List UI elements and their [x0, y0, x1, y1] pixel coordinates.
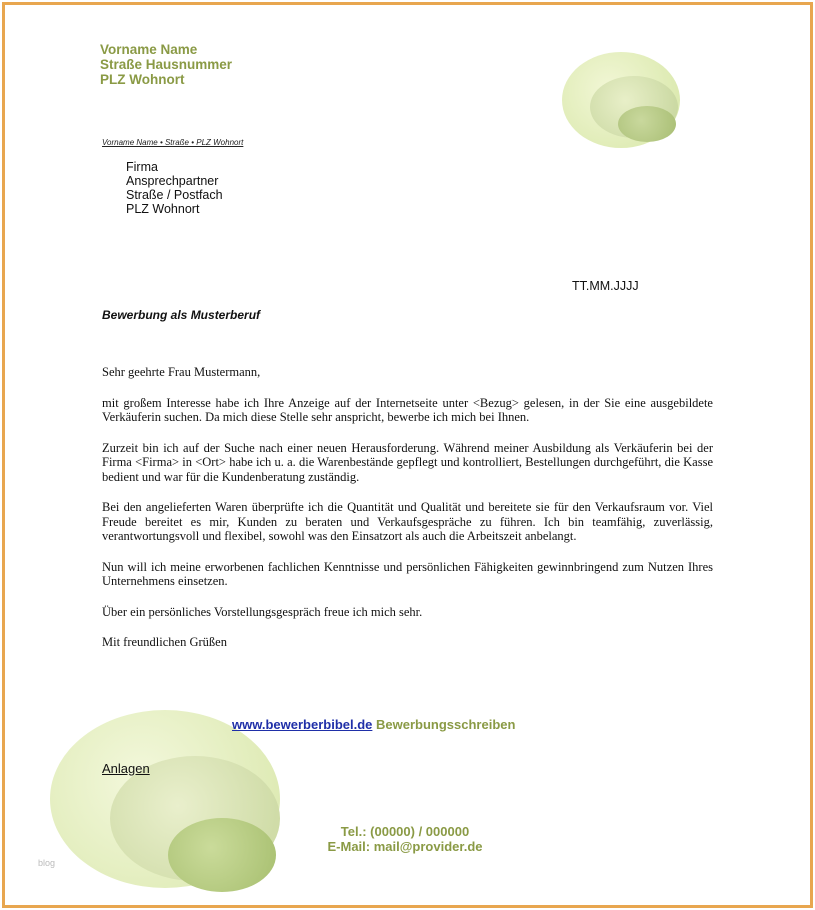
- letter-subject: Bewerbung als Musterberuf: [102, 308, 261, 322]
- sender-street: Straße Hausnummer: [100, 57, 233, 72]
- letter-date: TT.MM.JJJJ: [572, 279, 639, 293]
- recipient-contact: Ansprechpartner: [126, 174, 219, 188]
- recipient-street: Straße / Postfach: [126, 188, 223, 202]
- sender-address: [100, 42, 232, 87]
- watermark: blog: [38, 858, 56, 868]
- recipient-address: [126, 160, 223, 216]
- phone: Tel.: (00000) / 000000: [340, 824, 470, 839]
- footer-website: [232, 717, 515, 732]
- website-link[interactable]: www.bewerberbibel.de: [232, 717, 373, 732]
- paragraph: Zurzeit bin ich auf der Suche nach einer neuen Herausforderung. Während meiner Ausbildung als Verkäuferin bei der Firma <Firma> in <Ort> habe ich u. a. die Warenbestände gepflegt und kontrolliert, Bestellungen durchgeführt, die Kasse bedient und war für die Kundenberatung zuständig.: [102, 440, 713, 484]
- recipient-city: PLZ Wohnort: [126, 202, 200, 216]
- sender-name: Vorname Name: [100, 42, 198, 57]
- paragraph: Bei den angelieferten Waren überprüfte ich die Quantität und Qualität und bereitete sie für den Verkaufsraum vor. Viel Freude bereitet es mir, Kunden zu beraten und Verkaufsgespräche zu führen. Ich bin teamfähig, zuverlässig, verantwortungsvoll und flexibel, sowohl was den Einsatzort als auch die Arbeitszeit anbelangt.: [102, 500, 713, 543]
- website-suffix: Bewerbungsschreiben: [376, 717, 516, 732]
- paragraph: Nun will ich meine erworbenen fachlichen Kenntnisse und persönlichen Fähigkeiten gewinnbringend zum Nutzen Ihres Unternehmens einsetzen.: [102, 559, 713, 588]
- salutation: Sehr geehrte Frau Mustermann,: [102, 365, 261, 379]
- attachments-label: Anlagen: [102, 761, 150, 776]
- letter-body: [102, 365, 713, 666]
- contact-info: [300, 824, 510, 854]
- sender-city: PLZ Wohnort: [100, 72, 185, 87]
- recipient-company: Firma: [126, 160, 158, 174]
- email[interactable]: E-Mail: mail@provider.de: [327, 839, 483, 854]
- paragraph: mit großem Interesse habe ich Ihre Anzeige auf der Internetseite unter <Bezug> gelesen, in der Sie eine ausgebildete Verkäuferin suchen. Da mich diese Stelle sehr anspricht, bewerbe ich mich bei Ihnen.: [102, 395, 713, 424]
- closing: Mit freundlichen Grüßen: [102, 635, 227, 649]
- paragraph: Über ein persönliches Vorstellungsgespräch freue ich mich sehr.: [102, 604, 423, 619]
- return-address-line: Vorname Name • Straße • PLZ Wohnort: [102, 138, 244, 147]
